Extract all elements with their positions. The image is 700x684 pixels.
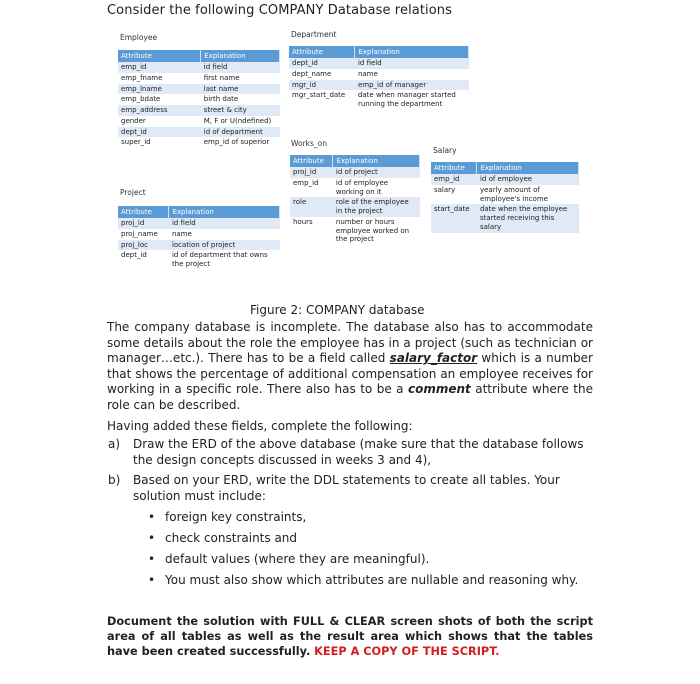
page-heading: Consider the following COMPANY Database relations	[107, 3, 453, 18]
table-row	[290, 197, 420, 217]
explanation-cell: role of the employee in the project	[333, 197, 420, 217]
requirements-list	[148, 510, 578, 594]
list-item	[148, 531, 578, 552]
table-row	[118, 218, 280, 229]
attribute-cell: proj_name	[118, 229, 169, 240]
attribute-cell: gender	[118, 116, 201, 127]
keep-copy-warning: KEEP A COPY OF THE SCRIPT.	[314, 645, 500, 658]
department-header-attribute: Attribute	[289, 46, 355, 58]
explanation-cell: id field	[169, 218, 280, 229]
explanation-cell: id field	[201, 62, 280, 73]
list-item	[148, 573, 578, 594]
intro-part3: attribute where the role can be described.	[107, 382, 593, 412]
attribute-cell: salary	[431, 185, 477, 205]
table-row	[289, 80, 469, 91]
attribute-cell: emp_id	[118, 62, 201, 73]
submission-instructions	[107, 614, 593, 659]
submission-text: Document the solution with FULL & CLEAR screen shots of both the script area of all tables as well as the result area which shows that the tables have been created successfully.	[107, 615, 593, 658]
list-item-text: You must also show which attributes are nullable and reasoning why.	[165, 573, 579, 587]
project-header-attribute: Attribute	[118, 206, 169, 218]
employee-table	[118, 50, 280, 148]
department-header-explanation: Explanation	[355, 46, 469, 58]
list-item	[148, 552, 578, 573]
attribute-cell: role	[290, 197, 333, 217]
explanation-cell: id of department that owns the project	[169, 250, 280, 270]
employee-table-label: Employee	[120, 33, 158, 42]
table-row	[118, 94, 280, 105]
explanation-cell: id of employee working on it	[333, 178, 420, 198]
table-row	[118, 73, 280, 84]
table-row	[289, 58, 469, 69]
explanation-cell: date when manager started running the department	[355, 90, 469, 110]
table-row	[118, 84, 280, 95]
project-header-explanation: Explanation	[169, 206, 280, 218]
attribute-cell: dept_name	[289, 69, 355, 80]
table-row	[118, 240, 280, 251]
table-row	[290, 178, 420, 198]
salary-header-attribute: Attribute	[431, 162, 477, 174]
attribute-cell: dept_id	[118, 127, 201, 138]
department-table-label: Department	[291, 30, 337, 39]
attribute-cell: emp_fname	[118, 73, 201, 84]
explanation-cell: id of project	[333, 167, 420, 178]
attribute-cell: proj_id	[118, 218, 169, 229]
explanation-cell: number or hours employee worked on the project	[333, 217, 420, 245]
table-row	[118, 105, 280, 116]
list-item-text: default values (where they are meaningful).	[165, 552, 430, 566]
attribute-cell: proj_id	[290, 167, 333, 178]
works-on-table	[290, 155, 420, 245]
list-item	[148, 510, 578, 531]
salary-table	[431, 162, 579, 233]
intro-part1: The company database is incomplete. The database also has to accommodate some details about the role the employee has in a project (such as technician or manager…etc.). There has to be a field called	[107, 320, 593, 365]
explanation-cell: id field	[355, 58, 469, 69]
attribute-cell: emp_address	[118, 105, 201, 116]
attribute-cell: emp_id	[431, 174, 477, 185]
explanation-cell: name	[169, 229, 280, 240]
attribute-cell: mgr_start_date	[289, 90, 355, 110]
bullet-icon: •	[148, 510, 156, 524]
works-on-header-explanation: Explanation	[333, 155, 420, 167]
table-row	[289, 69, 469, 80]
table-row	[289, 90, 469, 110]
explanation-cell: yearly amount of employee's income	[477, 185, 579, 205]
question-b	[108, 473, 595, 504]
figure-caption: Figure 2: COMPANY database	[250, 303, 425, 317]
attribute-cell: super_id	[118, 137, 201, 148]
works-on-rows	[290, 167, 420, 245]
table-row	[118, 62, 280, 73]
comment-field: comment	[407, 382, 471, 396]
explanation-cell: id of department	[201, 127, 280, 138]
explanation-cell: birth date	[201, 94, 280, 105]
explanation-cell: name	[355, 69, 469, 80]
salary-rows	[431, 174, 579, 233]
bullet-icon: •	[148, 552, 156, 566]
table-row	[118, 116, 280, 127]
table-row	[290, 217, 420, 245]
explanation-cell: emp_id of manager	[355, 80, 469, 91]
instructions-paragraph: Having added these fields, complete the following:	[107, 419, 413, 433]
explanation-cell: id of employee	[477, 174, 579, 185]
table-row	[118, 250, 280, 270]
list-item-text: foreign key constraints,	[165, 510, 307, 524]
salary-header-explanation: Explanation	[477, 162, 579, 174]
explanation-cell: first name	[201, 73, 280, 84]
department-rows	[289, 58, 469, 110]
attribute-cell: emp_id	[290, 178, 333, 198]
table-row	[431, 185, 579, 205]
question-b-marker: b)	[108, 473, 121, 487]
bullet-icon: •	[148, 531, 156, 545]
table-row	[118, 229, 280, 240]
attribute-cell: dept_id	[118, 250, 169, 270]
table-row	[118, 127, 280, 138]
project-rows	[118, 218, 280, 270]
employee-header-attribute: Attribute	[118, 50, 201, 62]
project-table	[118, 206, 280, 270]
attribute-cell: emp_lname	[118, 84, 201, 95]
employee-header-explanation: Explanation	[201, 50, 280, 62]
explanation-cell: emp_id of superior	[201, 137, 280, 148]
salary-table-label: Salary	[433, 146, 457, 155]
department-table	[289, 46, 469, 110]
list-item-text: check constraints and	[165, 531, 298, 545]
question-b-text: Based on your ERD, write the DDL statements to create all tables. Your solution must include:	[133, 473, 560, 503]
employee-rows	[118, 62, 280, 148]
question-a	[108, 437, 595, 468]
attribute-cell: proj_loc	[118, 240, 169, 251]
table-row	[431, 204, 579, 232]
explanation-cell: last name	[201, 84, 280, 95]
works-on-table-label: Works_on	[291, 139, 327, 148]
attribute-cell: mgr_id	[289, 80, 355, 91]
explanation-cell: street & city	[201, 105, 280, 116]
explanation-cell: location of project	[169, 240, 280, 251]
attribute-cell: emp_bdate	[118, 94, 201, 105]
intro-part2: which is a number that shows the percentage of additional compensation an employee receives for working in a specific role. There also has to be a	[107, 351, 593, 396]
attribute-cell: start_date	[431, 204, 477, 232]
attribute-cell: dept_id	[289, 58, 355, 69]
bullet-icon: •	[148, 573, 156, 587]
table-row	[431, 174, 579, 185]
project-table-label: Project	[120, 188, 146, 197]
table-row	[290, 167, 420, 178]
salary-factor-field: salary_factor	[389, 351, 478, 365]
intro-paragraph	[107, 320, 593, 413]
question-a-marker: a)	[108, 437, 121, 451]
works-on-header-attribute: Attribute	[290, 155, 333, 167]
attribute-cell: hours	[290, 217, 333, 245]
explanation-cell: M, F or U(ndefined)	[201, 116, 280, 127]
question-a-text: Draw the ERD of the above database (make sure that the database follows the design concepts discussed in weeks 3 and 4),	[133, 437, 584, 467]
table-row	[118, 137, 280, 148]
explanation-cell: date when the employee started receiving this salary	[477, 204, 579, 232]
